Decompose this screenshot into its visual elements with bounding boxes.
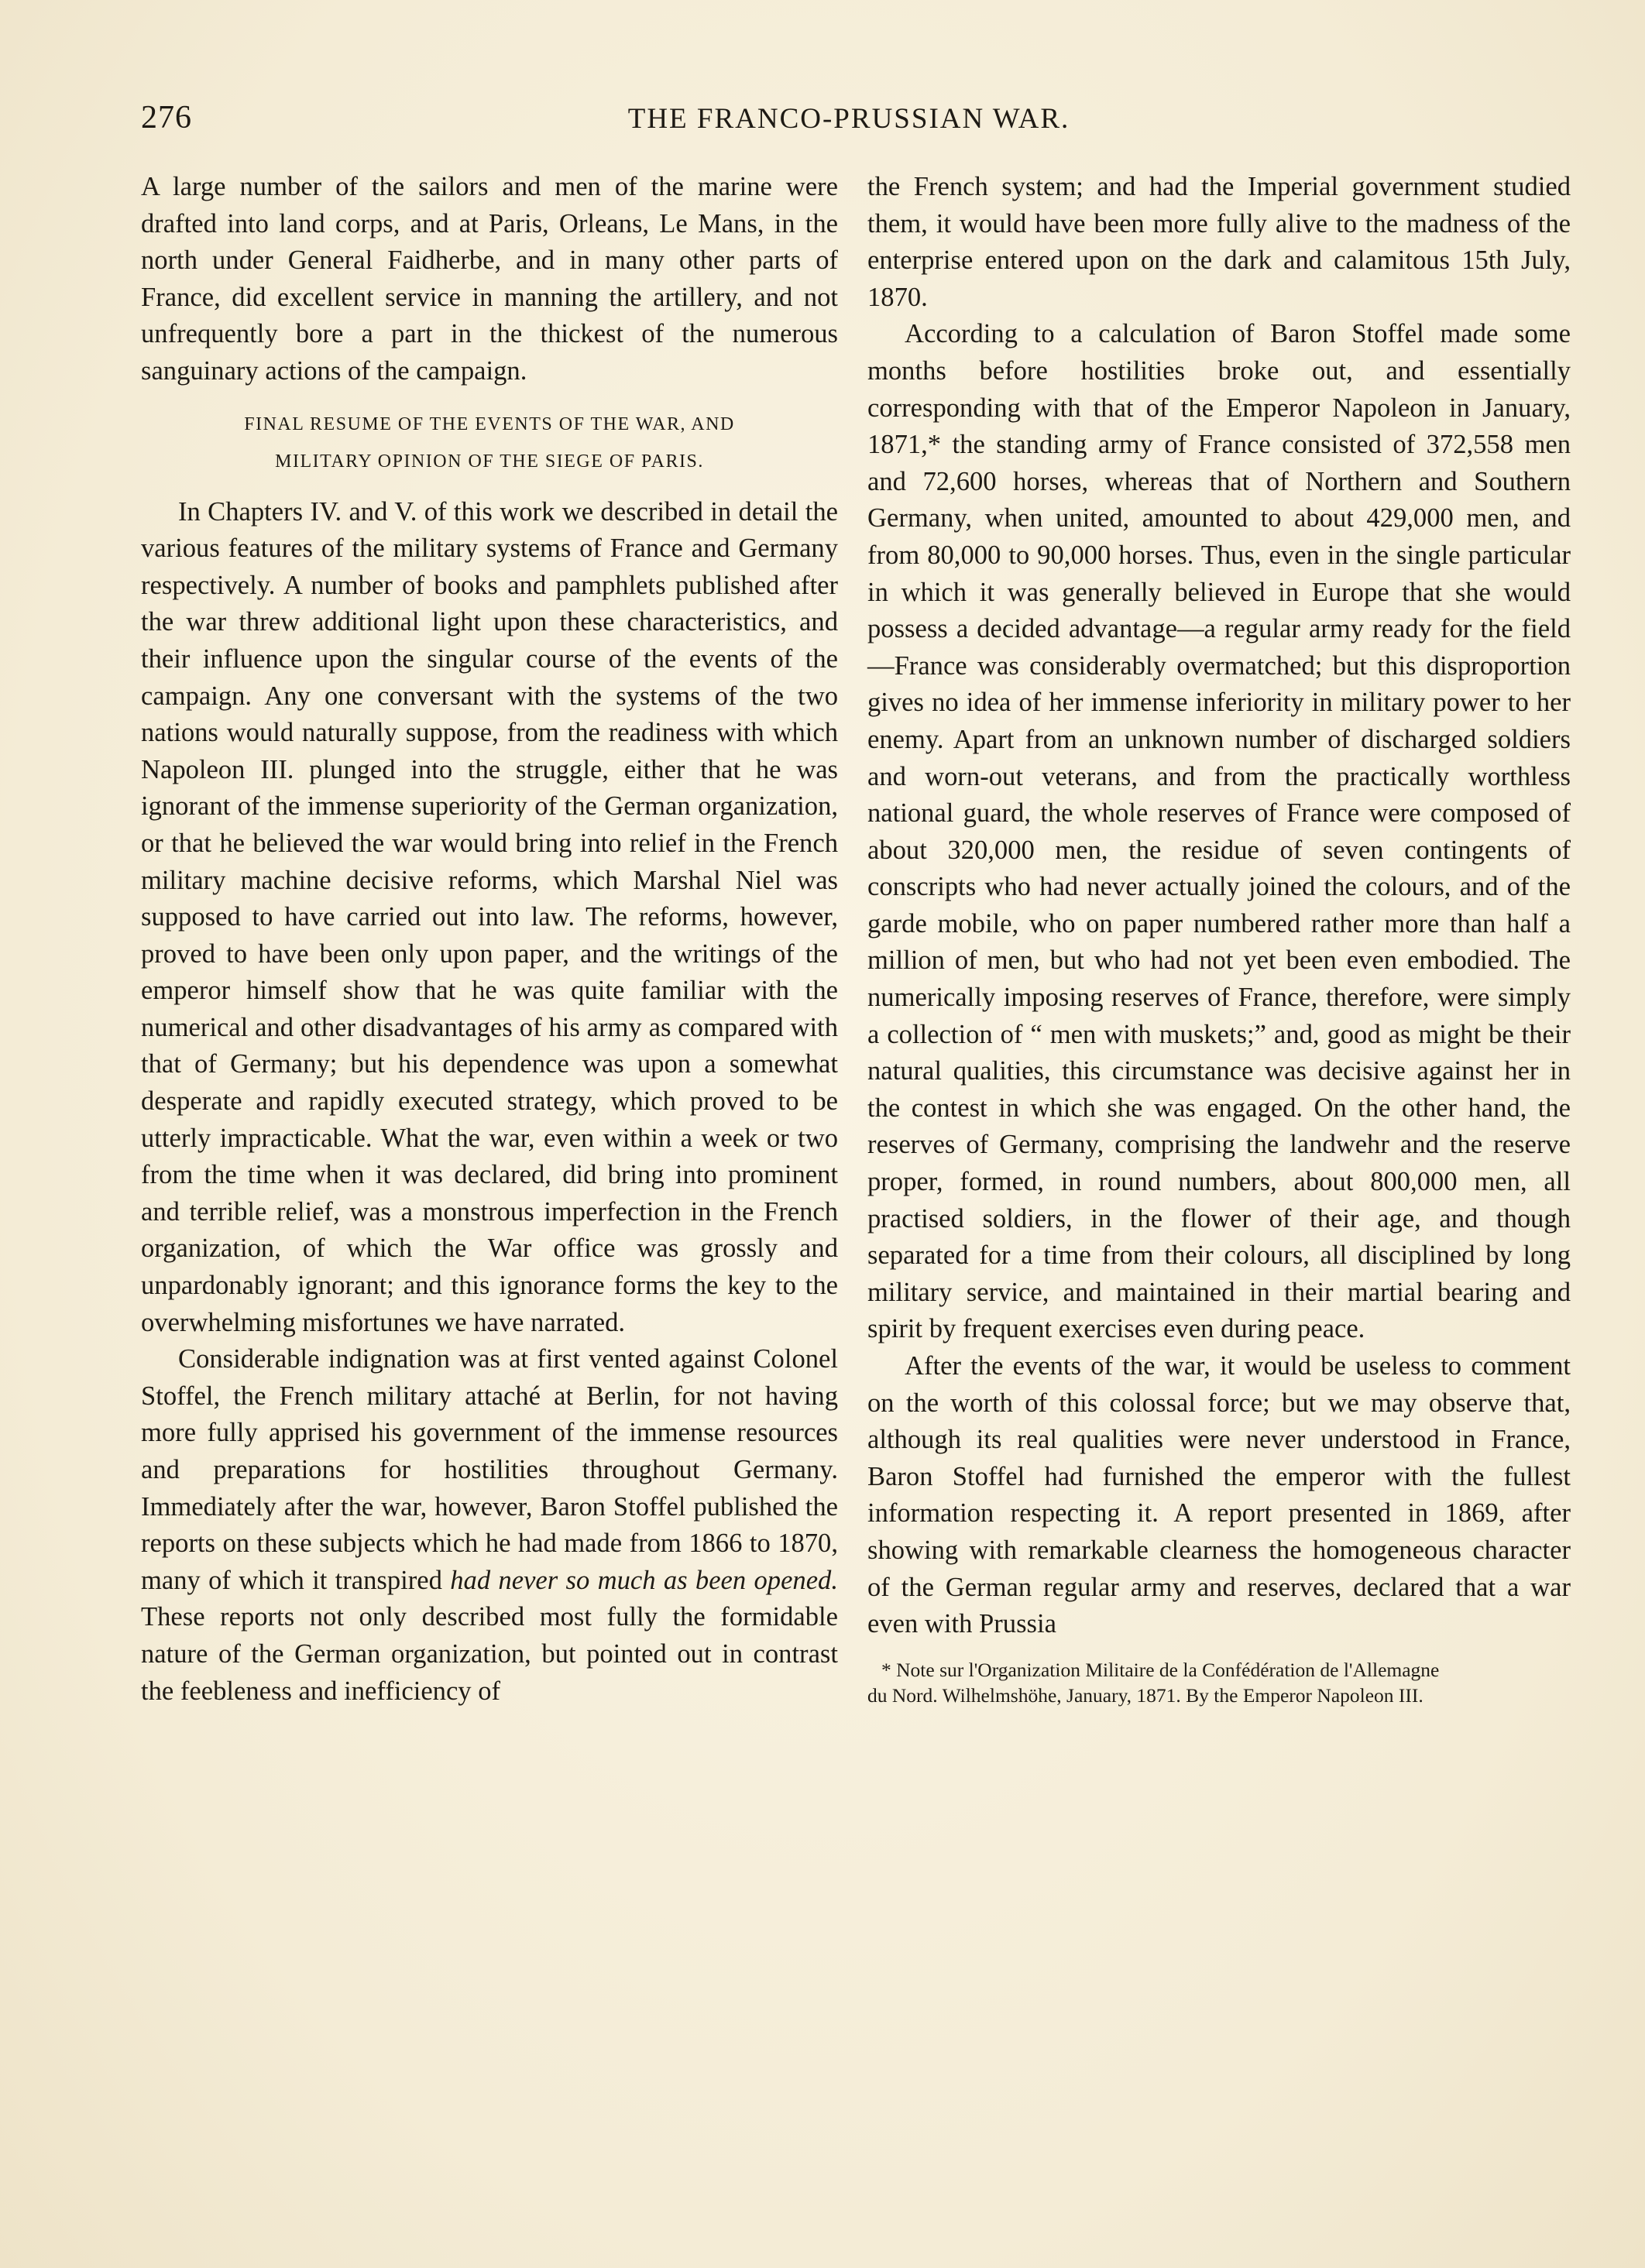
left-column — [141, 169, 838, 1710]
stoffel-text-before: Considerable indignation was at first vented against Colonel Stoffel, the French military attaché at Berlin, for not having more fully apprised his government of the immense resources and preparations for hostilities throughout Germany. Immediately after the war, however, Baron Stoffel published the reports on these subjects which he had made from 1866 to 1870, many of which it transpired — [141, 1344, 838, 1595]
stoffel-italic-phrase: had never so much as been opened. — [450, 1565, 838, 1595]
paragraph-colossal-force: After the events of the war, it would be useless to comment on the worth of this colossal force; but we may observe that, although its real qualities were never understood in France, Baron Stoffel had furnished the emperor with the fullest information respecting it. A report presented in 1869, after showing with remarkable clearness the homogeneous character of the German regular army and reserves, declared that a war even with Prussia — [867, 1351, 1571, 1639]
paragraph-colonel-stoffel — [141, 1341, 838, 1710]
page-number: 276 — [141, 100, 192, 136]
paragraph-french-system: the French system; and had the Imperial government studied them, it would have been more fully alive to the madness of the enterprise entered upon on the dark and calamitous 15th July, 1870. — [867, 172, 1571, 312]
running-title: THE FRANCO-PRUSSIAN WAR. — [627, 103, 1070, 135]
section-heading — [141, 406, 838, 480]
running-head — [141, 99, 1557, 146]
paragraph-marine-service: A large number of the sailors and men of the marine were drafted into land corps, and at Paris, Orleans, Le Mans, in the north under General Faidherbe, and in many other parts of France, did excellent service in manning the artillery, and not unfrequently bore a part in the thickest of the numerous sanguinary actions of the campaign. — [141, 172, 838, 386]
paragraph-military-systems: In Chapters IV. and V. of this work we described in detail the various features of the military systems of France and Germany respectively. A number of books and pamphlets published after the war threw additional light upon these characteristics, and their influence upon the singular course of the events of the campaign. Any one conversant with the systems of the two nations would naturally suppose, from the readiness with which Napoleon III. plunged into the struggle, either that he was ignorant of the immense superiority of the German organization, or that he believed the war would bring into relief in the French military machine decisive reforms, which Marshal Niel was supposed to have carried out into law. The reforms, however, proved to have been only upon paper, and the writings of the emperor himself show that he was quite familiar with the numerical and other disadvantages of his army as compared with that of Germany; but his dependence was upon a somewhat desperate and rapidly executed strategy, which proved to be utterly impracticable. What the war, even within a week or two from the time when it was declared, did bring into prominent and terrible relief, was a monstrous imperfection in the French organization, of which the War office was grossly and unpardonably ignorant; and this ignorance forms the key to the overwhelming misfortunes we have narrated. — [141, 496, 838, 1337]
footnote-line-2: du Nord. Wilhelmshöhe, January, 1871. By the Emperor Napoleon III. — [867, 1683, 1423, 1707]
footnote — [867, 1657, 1571, 1708]
right-column — [867, 169, 1571, 1708]
section-heading-line-2: MILITARY OPINION OF THE SIEGE OF PARIS. — [275, 451, 704, 472]
stoffel-text-after: These reports not only described most fully the formidable nature of the German organization, but pointed out in contrast the feebleness and inefficiency of — [141, 1602, 838, 1706]
section-heading-line-1: FINAL RESUME OF THE EVENTS OF THE WAR, AND — [244, 413, 735, 434]
paragraph-standing-army: According to a calculation of Baron Stoffel made some months before hostilities broke out, and essentially corresponding with that of the Emperor Napoleon in January, 1871,* the standing army of France consisted of 372,558 men and 72,600 horses, whereas that of Northern and Southern Germany, when united, amounted to about 429,000 men, and from 80,000 to 90,000 horses. Thus, even in the single particular in which it was generally believed in Europe that she would possess a decided advantage—a regular army ready for the field—France was considerably overmatched; but this disproportion gives no idea of her immense inferiority in military power to her enemy. Apart from an unknown number of discharged soldiers and worn-out veterans, and from the practically worthless national guard, the whole reserves of France were composed of about 320,000 men, the residue of seven contingents of conscripts who had never actually joined the colours, and of the garde mobile, who on paper numbered rather more than half a million of men, but who had not yet been even embodied. The numerically imposing reserves of France, therefore, were simply a collection of “ men with muskets;” and, good as might be their natural qualities, this circumstance was decisive against her in the contest in which she was engaged. On the other hand, the reserves of Germany, comprising the landwehr and the reserve proper, formed, in round numbers, about 800,000 men, all practised soldiers, in the flower of their age, and though separated for a time from their colours, all disciplined by long military service, and maintained in their martial bearing and spirit by frequent exercises even during peace. — [867, 319, 1571, 1344]
footnote-line-1: * Note sur l'Organization Militaire de la Confédération de l'Allemagne — [881, 1658, 1440, 1681]
